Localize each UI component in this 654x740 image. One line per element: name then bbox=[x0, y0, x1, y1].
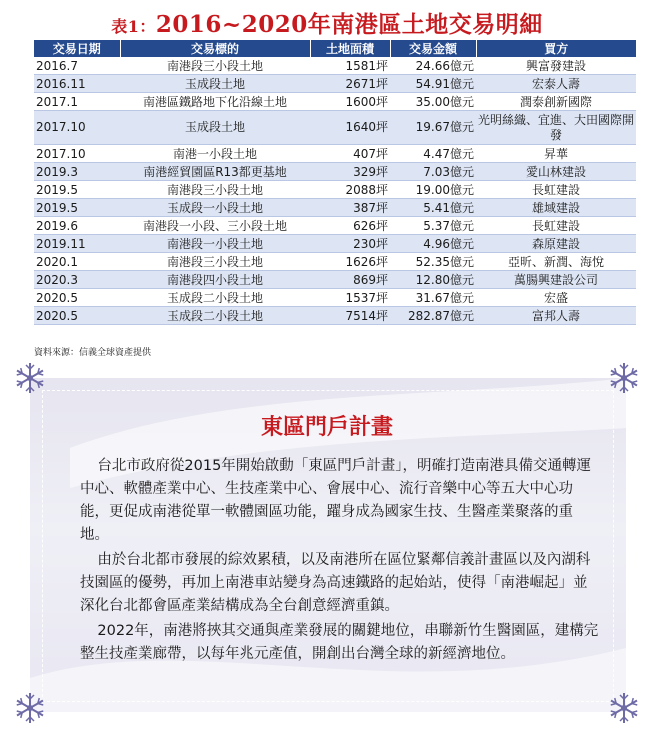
cell-target: 南港一小段土地 bbox=[120, 145, 310, 163]
cell-target: 玉成段土地 bbox=[120, 111, 310, 145]
cell-buyer: 雄域建設 bbox=[476, 199, 636, 217]
table-row bbox=[34, 289, 636, 307]
cell-date: 2017.10 bbox=[34, 145, 120, 163]
table-title-label: 表1： bbox=[111, 17, 156, 36]
cell-date: 2020.5 bbox=[34, 289, 120, 307]
header-target: 交易標的 bbox=[120, 40, 310, 57]
table-row bbox=[34, 253, 636, 271]
cell-buyer: 富邦人壽 bbox=[476, 307, 636, 325]
snowflake-icon bbox=[606, 690, 642, 726]
cell-area: 387坪 bbox=[310, 199, 390, 217]
table-row bbox=[34, 271, 636, 289]
cell-area: 1600坪 bbox=[310, 93, 390, 111]
cell-amount: 4.47億元 bbox=[390, 145, 476, 163]
cell-target: 玉成段土地 bbox=[120, 75, 310, 93]
cell-date: 2020.5 bbox=[34, 307, 120, 325]
cell-buyer: 長虹建設 bbox=[476, 217, 636, 235]
header-date: 交易日期 bbox=[34, 40, 120, 57]
cell-date: 2016.11 bbox=[34, 75, 120, 93]
table-row bbox=[34, 75, 636, 93]
transaction-table bbox=[34, 40, 636, 325]
cell-date: 2019.6 bbox=[34, 217, 120, 235]
cell-target: 南港段三小段土地 bbox=[120, 181, 310, 199]
cell-area: 407坪 bbox=[310, 145, 390, 163]
cell-amount: 5.37億元 bbox=[390, 217, 476, 235]
cell-amount: 19.00億元 bbox=[390, 181, 476, 199]
cell-amount: 35.00億元 bbox=[390, 93, 476, 111]
panel-paragraph: 台北市政府從2015年開始啟動「東區門戶計畫」，明確打造南港具備交通轉運中心、軟體產業中心、生技產業中心、會展中心、流行音樂中心等五大中心功能，更促成南港從單一軟體園區功能，躍身成為國家生技、生醫產業聚落的重地。 bbox=[80, 458, 592, 543]
cell-area: 2671坪 bbox=[310, 75, 390, 93]
cell-target: 南港段四小段土地 bbox=[120, 271, 310, 289]
table-title bbox=[0, 6, 654, 39]
cell-date: 2017.1 bbox=[34, 93, 120, 111]
cell-buyer: 愛山林建設 bbox=[476, 163, 636, 181]
cell-area: 230坪 bbox=[310, 235, 390, 253]
cell-amount: 4.96億元 bbox=[390, 235, 476, 253]
cell-buyer: 萬腸興建設公司 bbox=[476, 271, 636, 289]
cell-buyer: 宏盛 bbox=[476, 289, 636, 307]
cell-amount: 5.41億元 bbox=[390, 199, 476, 217]
cell-date: 2019.5 bbox=[34, 199, 120, 217]
table-row bbox=[34, 181, 636, 199]
table-header-row bbox=[34, 40, 636, 57]
table-row bbox=[34, 163, 636, 181]
cell-target: 南港段一小段、三小段土地 bbox=[120, 217, 310, 235]
cell-area: 1626坪 bbox=[310, 253, 390, 271]
cell-target: 南港段三小段土地 bbox=[120, 253, 310, 271]
panel-title: 東區門戶計畫 bbox=[260, 414, 393, 440]
header-area: 土地面積 bbox=[310, 40, 390, 57]
snowflake-icon bbox=[606, 360, 642, 396]
snowflake-icon bbox=[12, 360, 48, 396]
cell-target: 南港經貿園區R13都更基地 bbox=[120, 163, 310, 181]
table-row bbox=[34, 217, 636, 235]
data-source-note: 資料來源：信義全球資產提供 bbox=[34, 348, 152, 358]
cell-area: 329坪 bbox=[310, 163, 390, 181]
table-row bbox=[34, 307, 636, 325]
panel-paragraph: 2022年，南港將挾其交通與產業發展的關鍵地位，串聯新竹生醫園區，建構完整生技產業廊帶，以每年兆元產值，開創出台灣全球的新經濟地位。 bbox=[80, 623, 599, 662]
cell-area: 1537坪 bbox=[310, 289, 390, 307]
cell-buyer: 潤泰創新國際 bbox=[476, 93, 636, 111]
panel-paragraph: 由於台北都市發展的綜效累積，以及南港所在區位緊鄰信義計畫區以及內湖科技園區的優勢，再加上南港車站變身為高速鐵路的起始站，使得「南港崛起」並深化台北都會區產業結構成為全台創意經濟重鎮。 bbox=[80, 552, 591, 614]
table-title-text: 2016~2020年南港區土地交易明細 bbox=[155, 11, 543, 38]
cell-date: 2020.1 bbox=[34, 253, 120, 271]
cell-area: 869坪 bbox=[310, 271, 390, 289]
cell-amount: 12.80億元 bbox=[390, 271, 476, 289]
cell-date: 2017.10 bbox=[34, 111, 120, 145]
cell-target: 南港段三小段土地 bbox=[120, 57, 310, 75]
cell-amount: 52.35億元 bbox=[390, 253, 476, 271]
cell-area: 2088坪 bbox=[310, 181, 390, 199]
cell-target: 玉成段一小段土地 bbox=[120, 199, 310, 217]
cell-target: 玉成段二小段土地 bbox=[120, 307, 310, 325]
cell-amount: 19.67億元 bbox=[390, 111, 476, 145]
cell-buyer: 光明絲織、宜進、大田國際開發 bbox=[476, 111, 636, 145]
cell-buyer: 森原建設 bbox=[476, 235, 636, 253]
table-row bbox=[34, 93, 636, 111]
cell-area: 626坪 bbox=[310, 217, 390, 235]
cell-area: 1581坪 bbox=[310, 57, 390, 75]
cell-date: 2020.3 bbox=[34, 271, 120, 289]
cell-buyer: 長虹建設 bbox=[476, 181, 636, 199]
table-row bbox=[34, 111, 636, 145]
cell-amount: 24.66億元 bbox=[390, 57, 476, 75]
table-row bbox=[34, 145, 636, 163]
snowflake-icon bbox=[12, 690, 48, 726]
cell-date: 2019.5 bbox=[34, 181, 120, 199]
cell-target: 南港區鐵路地下化沿線土地 bbox=[120, 93, 310, 111]
cell-amount: 31.67億元 bbox=[390, 289, 476, 307]
cell-date: 2019.3 bbox=[34, 163, 120, 181]
table-row bbox=[34, 235, 636, 253]
cell-buyer: 昇華 bbox=[476, 145, 636, 163]
cell-amount: 7.03億元 bbox=[390, 163, 476, 181]
cell-target: 玉成段二小段土地 bbox=[120, 289, 310, 307]
cell-area: 7514坪 bbox=[310, 307, 390, 325]
cell-area: 1640坪 bbox=[310, 111, 390, 145]
table-row bbox=[34, 199, 636, 217]
cell-date: 2016.7 bbox=[34, 57, 120, 75]
cell-amount: 54.91億元 bbox=[390, 75, 476, 93]
cell-amount: 282.87億元 bbox=[390, 307, 476, 325]
cell-target: 南港段一小段土地 bbox=[120, 235, 310, 253]
cell-date: 2019.11 bbox=[34, 235, 120, 253]
table-row bbox=[34, 57, 636, 75]
cell-buyer: 亞昕、新潤、海悅 bbox=[476, 253, 636, 271]
header-amount: 交易金額 bbox=[390, 40, 476, 57]
cell-buyer: 興富發建設 bbox=[476, 57, 636, 75]
header-buyer: 買方 bbox=[476, 40, 636, 57]
cell-buyer: 宏泰人壽 bbox=[476, 75, 636, 93]
panel-body bbox=[80, 455, 600, 668]
